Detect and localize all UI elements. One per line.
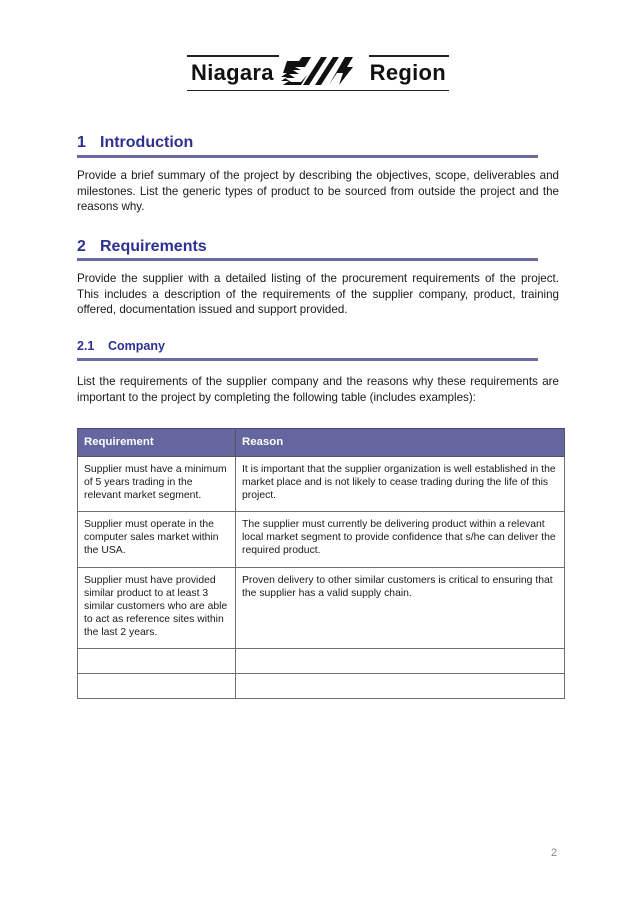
section-number: 2 (77, 238, 86, 255)
logo-rule-top-left (187, 55, 279, 57)
table-row-empty (78, 674, 565, 699)
logo-rule-bottom (187, 90, 449, 92)
reason-cell[interactable]: Proven delivery to other similar customers is critical to ensuring that the supplier has a valid supply chain. (236, 568, 565, 649)
company-requirements-table (77, 428, 565, 699)
requirement-cell[interactable]: Supplier must have provided similar product to at least 3 similar customers who are able to act as reference sites within the last 2 years. (78, 568, 236, 649)
logo-rule-top-right (369, 55, 449, 57)
requirement-cell[interactable]: Supplier must operate in the computer sales market within the USA. (78, 512, 236, 568)
niagara-region-logo (187, 55, 449, 91)
reason-cell-empty[interactable] (236, 649, 565, 674)
table-row (78, 568, 565, 649)
section-title: Introduction (100, 134, 194, 151)
column-header-reason: Reason (236, 429, 565, 457)
niagara-region-emblem-icon (281, 55, 363, 87)
column-header-requirement: Requirement (78, 429, 236, 457)
reason-cell[interactable]: It is important that the supplier organization is well established in the market place and is not likely to cease trading during the life of this project. (236, 457, 565, 512)
requirements-paragraph: Provide the supplier with a detailed listing of the procurement requirements of the project. This includes a description of the requirements of the supplier company, product, training offered, documentation issued and support provided. (77, 272, 559, 316)
requirement-cell-empty[interactable] (78, 649, 236, 674)
subsection-number: 2.1 (77, 339, 95, 353)
table-row-empty (78, 649, 565, 674)
subsection-heading-company (77, 339, 165, 353)
table-row (78, 512, 565, 568)
requirement-cell[interactable]: Supplier must have a minimum of 5 years trading in the relevant market segment. (78, 457, 236, 512)
section-title: Requirements (100, 238, 207, 255)
logo-word-right: Region (369, 60, 446, 85)
company-paragraph: List the requirements of the supplier company and the reasons why these requirements are important to the project by completing the following table (includes examples): (77, 375, 559, 404)
subsection-title: Company (108, 339, 165, 353)
page-number: 2 (551, 847, 558, 859)
reason-cell-empty[interactable] (236, 674, 565, 699)
table-row (78, 457, 565, 512)
section-heading-requirements (77, 238, 207, 256)
heading-rule (77, 155, 538, 158)
requirement-cell-empty[interactable] (78, 674, 236, 699)
heading-rule (77, 258, 538, 261)
reason-cell[interactable]: The supplier must currently be delivering product within a relevant local market segment to provide confidence that s/he can deliver the required product. (236, 512, 565, 568)
heading-rule (77, 358, 538, 361)
section-number: 1 (77, 134, 86, 151)
table-header-row (78, 429, 565, 457)
logo-word-left: Niagara (191, 60, 274, 85)
section-heading-introduction (77, 134, 193, 152)
introduction-paragraph: Provide a brief summary of the project by describing the objectives, scope, deliverables and milestones. List the generic types of product to be sourced from outside the project and the reasons why. (77, 169, 559, 213)
